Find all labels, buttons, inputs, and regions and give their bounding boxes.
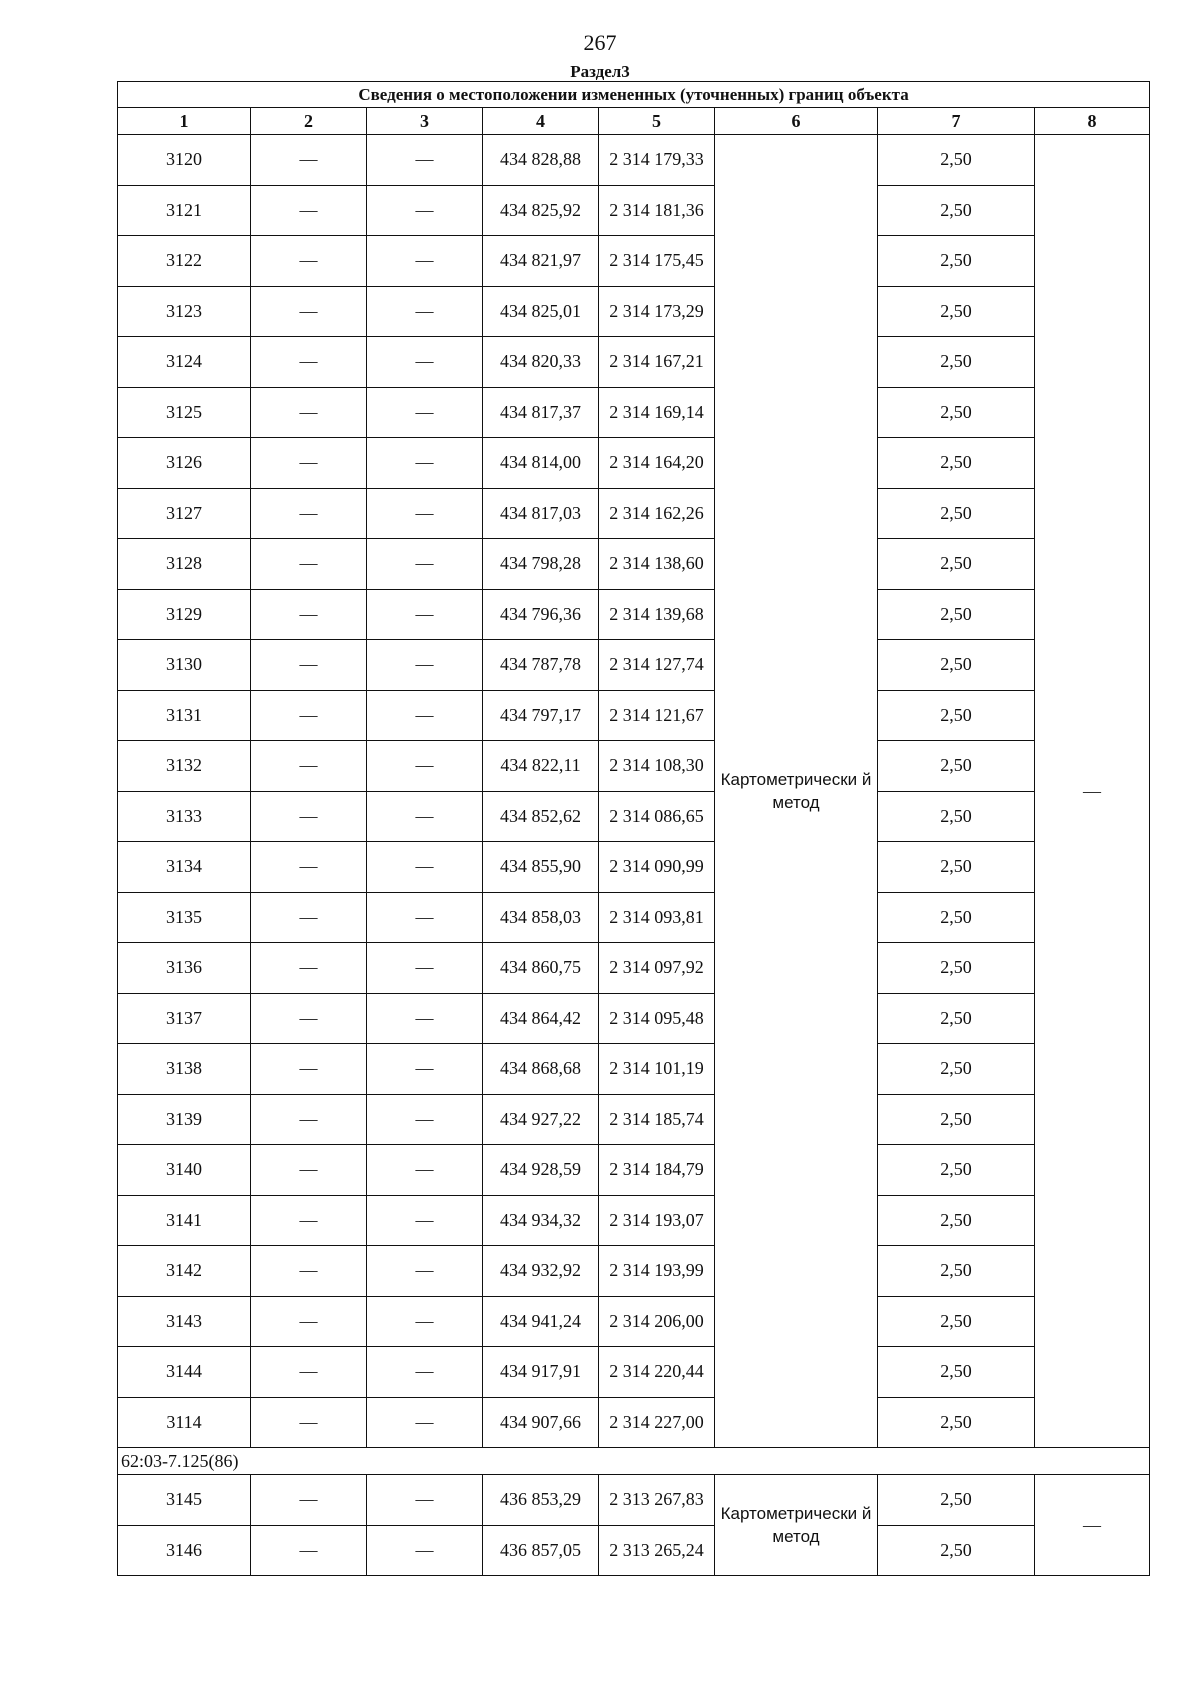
x-coordinate-cell: 434 860,75 <box>483 943 599 994</box>
y-coordinate-cell: 2 314 220,44 <box>599 1347 715 1398</box>
x-coordinate-cell: 434 934,32 <box>483 1195 599 1246</box>
accuracy-cell: 2,50 <box>878 1347 1035 1398</box>
col3-cell: — <box>367 993 483 1044</box>
y-coordinate-cell: 2 314 227,00 <box>599 1397 715 1448</box>
accuracy-cell: 2,50 <box>878 1525 1035 1576</box>
col3-cell: — <box>367 690 483 741</box>
table-row <box>118 488 1150 539</box>
y-coordinate-cell: 2 314 184,79 <box>599 1145 715 1196</box>
x-coordinate-cell: 434 864,42 <box>483 993 599 1044</box>
x-coordinate-cell: 434 917,91 <box>483 1347 599 1398</box>
point-number-cell: 3134 <box>118 842 251 893</box>
col8-cell: — <box>1035 1475 1150 1576</box>
point-number-cell: 3140 <box>118 1145 251 1196</box>
col2-cell: — <box>251 488 367 539</box>
col3-cell: — <box>367 640 483 691</box>
table-row <box>118 1296 1150 1347</box>
col3-cell: — <box>367 1475 483 1526</box>
y-coordinate-cell: 2 314 086,65 <box>599 791 715 842</box>
accuracy-cell: 2,50 <box>878 892 1035 943</box>
column-number: 8 <box>1035 108 1150 135</box>
point-number-cell: 3121 <box>118 185 251 236</box>
accuracy-cell: 2,50 <box>878 690 1035 741</box>
point-number-cell: 3125 <box>118 387 251 438</box>
table-row <box>118 1475 1150 1526</box>
col3-cell: — <box>367 185 483 236</box>
col3-cell: — <box>367 943 483 994</box>
y-coordinate-cell: 2 314 127,74 <box>599 640 715 691</box>
accuracy-cell: 2,50 <box>878 791 1035 842</box>
y-coordinate-cell: 2 314 090,99 <box>599 842 715 893</box>
accuracy-cell: 2,50 <box>878 943 1035 994</box>
y-coordinate-cell: 2 314 179,33 <box>599 135 715 186</box>
accuracy-cell: 2,50 <box>878 993 1035 1044</box>
col3-cell: — <box>367 1195 483 1246</box>
accuracy-cell: 2,50 <box>878 236 1035 287</box>
table-row <box>118 741 1150 792</box>
accuracy-cell: 2,50 <box>878 438 1035 489</box>
accuracy-cell: 2,50 <box>878 337 1035 388</box>
col2-cell: — <box>251 589 367 640</box>
col2-cell: — <box>251 1347 367 1398</box>
point-number-cell: 3128 <box>118 539 251 590</box>
col3-cell: — <box>367 741 483 792</box>
point-number-cell: 3135 <box>118 892 251 943</box>
column-number: 1 <box>118 108 251 135</box>
x-coordinate-cell: 434 825,01 <box>483 286 599 337</box>
col3-cell: — <box>367 791 483 842</box>
method-cell: Картометрически й метод <box>715 135 878 1448</box>
col2-cell: — <box>251 1296 367 1347</box>
point-number-cell: 3130 <box>118 640 251 691</box>
col2-cell: — <box>251 1044 367 1095</box>
col3-cell: — <box>367 1296 483 1347</box>
table-row <box>118 993 1150 1044</box>
table-row <box>118 1094 1150 1145</box>
col2-cell: — <box>251 387 367 438</box>
table-row <box>118 1145 1150 1196</box>
y-coordinate-cell: 2 314 167,21 <box>599 337 715 388</box>
x-coordinate-cell: 434 828,88 <box>483 135 599 186</box>
y-coordinate-cell: 2 314 162,26 <box>599 488 715 539</box>
point-number-cell: 3120 <box>118 135 251 186</box>
col2-cell: — <box>251 1475 367 1526</box>
col3-cell: — <box>367 286 483 337</box>
col2-cell: — <box>251 741 367 792</box>
accuracy-cell: 2,50 <box>878 1397 1035 1448</box>
col2-cell: — <box>251 690 367 741</box>
table-row <box>118 337 1150 388</box>
accuracy-cell: 2,50 <box>878 1296 1035 1347</box>
x-coordinate-cell: 434 825,92 <box>483 185 599 236</box>
col3-cell: — <box>367 539 483 590</box>
accuracy-cell: 2,50 <box>878 1246 1035 1297</box>
x-coordinate-cell: 434 820,33 <box>483 337 599 388</box>
accuracy-cell: 2,50 <box>878 842 1035 893</box>
column-number: 7 <box>878 108 1035 135</box>
y-coordinate-cell: 2 313 267,83 <box>599 1475 715 1526</box>
table-row <box>118 539 1150 590</box>
col2-cell: — <box>251 640 367 691</box>
col2-cell: — <box>251 236 367 287</box>
y-coordinate-cell: 2 314 181,36 <box>599 185 715 236</box>
accuracy-cell: 2,50 <box>878 741 1035 792</box>
col2-cell: — <box>251 539 367 590</box>
col3-cell: — <box>367 1044 483 1095</box>
y-coordinate-cell: 2 314 121,67 <box>599 690 715 741</box>
col3-cell: — <box>367 488 483 539</box>
y-coordinate-cell: 2 314 175,45 <box>599 236 715 287</box>
table-row <box>118 690 1150 741</box>
accuracy-cell: 2,50 <box>878 135 1035 186</box>
y-coordinate-cell: 2 314 097,92 <box>599 943 715 994</box>
table-row <box>118 1044 1150 1095</box>
table-row <box>118 236 1150 287</box>
x-coordinate-cell: 436 853,29 <box>483 1475 599 1526</box>
table-row <box>118 1195 1150 1246</box>
point-number-cell: 3133 <box>118 791 251 842</box>
x-coordinate-cell: 436 857,05 <box>483 1525 599 1576</box>
col3-cell: — <box>367 1145 483 1196</box>
y-coordinate-cell: 2 314 093,81 <box>599 892 715 943</box>
x-coordinate-cell: 434 855,90 <box>483 842 599 893</box>
y-coordinate-cell: 2 314 139,68 <box>599 589 715 640</box>
method-cell: Картометрически й метод <box>715 1475 878 1576</box>
table-caption-row <box>118 82 1150 108</box>
accuracy-cell: 2,50 <box>878 286 1035 337</box>
group-header-row <box>118 1448 1150 1475</box>
point-number-cell: 3142 <box>118 1246 251 1297</box>
x-coordinate-cell: 434 927,22 <box>483 1094 599 1145</box>
point-number-cell: 3124 <box>118 337 251 388</box>
accuracy-cell: 2,50 <box>878 1195 1035 1246</box>
x-coordinate-cell: 434 928,59 <box>483 1145 599 1196</box>
col2-cell: — <box>251 286 367 337</box>
point-number-cell: 3137 <box>118 993 251 1044</box>
col3-cell: — <box>367 1246 483 1297</box>
x-coordinate-cell: 434 852,62 <box>483 791 599 842</box>
y-coordinate-cell: 2 314 185,74 <box>599 1094 715 1145</box>
group-label: 62:03-7.125(86) <box>118 1448 1150 1475</box>
x-coordinate-cell: 434 822,11 <box>483 741 599 792</box>
table-row <box>118 892 1150 943</box>
table-row <box>118 842 1150 893</box>
col2-cell: — <box>251 1246 367 1297</box>
section-title: Раздел3 <box>570 62 630 81</box>
column-number: 5 <box>599 108 715 135</box>
col2-cell: — <box>251 337 367 388</box>
accuracy-cell: 2,50 <box>878 1044 1035 1095</box>
col2-cell: — <box>251 1145 367 1196</box>
point-number-cell: 3146 <box>118 1525 251 1576</box>
x-coordinate-cell: 434 941,24 <box>483 1296 599 1347</box>
table-row <box>118 387 1150 438</box>
point-number-cell: 3122 <box>118 236 251 287</box>
col2-cell: — <box>251 791 367 842</box>
accuracy-cell: 2,50 <box>878 589 1035 640</box>
y-coordinate-cell: 2 314 095,48 <box>599 993 715 1044</box>
col3-cell: — <box>367 337 483 388</box>
x-coordinate-cell: 434 817,37 <box>483 387 599 438</box>
column-number: 4 <box>483 108 599 135</box>
col2-cell: — <box>251 1397 367 1448</box>
col2-cell: — <box>251 1525 367 1576</box>
x-coordinate-cell: 434 907,66 <box>483 1397 599 1448</box>
x-coordinate-cell: 434 797,17 <box>483 690 599 741</box>
table-row <box>118 589 1150 640</box>
point-number-cell: 3127 <box>118 488 251 539</box>
col3-cell: — <box>367 1094 483 1145</box>
x-coordinate-cell: 434 796,36 <box>483 589 599 640</box>
column-number: 3 <box>367 108 483 135</box>
y-coordinate-cell: 2 314 108,30 <box>599 741 715 792</box>
accuracy-cell: 2,50 <box>878 640 1035 691</box>
col3-cell: — <box>367 842 483 893</box>
col3-cell: — <box>367 589 483 640</box>
accuracy-cell: 2,50 <box>878 539 1035 590</box>
column-number-row <box>118 108 1150 135</box>
col2-cell: — <box>251 842 367 893</box>
x-coordinate-cell: 434 787,78 <box>483 640 599 691</box>
boundary-table <box>117 81 1150 1576</box>
col3-cell: — <box>367 892 483 943</box>
column-number: 6 <box>715 108 878 135</box>
col8-cell: — <box>1035 135 1150 1448</box>
column-number: 2 <box>251 108 367 135</box>
col3-cell: — <box>367 1525 483 1576</box>
table-row <box>118 1397 1150 1448</box>
accuracy-cell: 2,50 <box>878 185 1035 236</box>
col2-cell: — <box>251 185 367 236</box>
x-coordinate-cell: 434 932,92 <box>483 1246 599 1297</box>
col2-cell: — <box>251 1094 367 1145</box>
table-row <box>118 1347 1150 1398</box>
y-coordinate-cell: 2 314 206,00 <box>599 1296 715 1347</box>
table-row <box>118 438 1150 489</box>
table-row <box>118 185 1150 236</box>
accuracy-cell: 2,50 <box>878 1475 1035 1526</box>
table-row <box>118 943 1150 994</box>
y-coordinate-cell: 2 314 164,20 <box>599 438 715 489</box>
table-row <box>118 640 1150 691</box>
y-coordinate-cell: 2 314 101,19 <box>599 1044 715 1095</box>
point-number-cell: 3123 <box>118 286 251 337</box>
col2-cell: — <box>251 135 367 186</box>
point-number-cell: 3136 <box>118 943 251 994</box>
point-number-cell: 3131 <box>118 690 251 741</box>
col3-cell: — <box>367 1397 483 1448</box>
table-row <box>118 135 1150 186</box>
table-caption: Сведения о местоположении измененных (уточненных) границ объекта <box>118 82 1150 108</box>
page-number: 267 <box>583 30 617 55</box>
x-coordinate-cell: 434 821,97 <box>483 236 599 287</box>
point-number-cell: 3141 <box>118 1195 251 1246</box>
y-coordinate-cell: 2 314 193,07 <box>599 1195 715 1246</box>
x-coordinate-cell: 434 798,28 <box>483 539 599 590</box>
col2-cell: — <box>251 892 367 943</box>
point-number-cell: 3143 <box>118 1296 251 1347</box>
accuracy-cell: 2,50 <box>878 1145 1035 1196</box>
x-coordinate-cell: 434 868,68 <box>483 1044 599 1095</box>
col3-cell: — <box>367 1347 483 1398</box>
y-coordinate-cell: 2 314 169,14 <box>599 387 715 438</box>
x-coordinate-cell: 434 817,03 <box>483 488 599 539</box>
col3-cell: — <box>367 438 483 489</box>
y-coordinate-cell: 2 314 138,60 <box>599 539 715 590</box>
col2-cell: — <box>251 438 367 489</box>
point-number-cell: 3114 <box>118 1397 251 1448</box>
accuracy-cell: 2,50 <box>878 1094 1035 1145</box>
col2-cell: — <box>251 943 367 994</box>
y-coordinate-cell: 2 314 173,29 <box>599 286 715 337</box>
col2-cell: — <box>251 1195 367 1246</box>
col2-cell: — <box>251 993 367 1044</box>
y-coordinate-cell: 2 314 193,99 <box>599 1246 715 1297</box>
col3-cell: — <box>367 135 483 186</box>
accuracy-cell: 2,50 <box>878 488 1035 539</box>
point-number-cell: 3132 <box>118 741 251 792</box>
col3-cell: — <box>367 387 483 438</box>
point-number-cell: 3139 <box>118 1094 251 1145</box>
table-row <box>118 1246 1150 1297</box>
x-coordinate-cell: 434 814,00 <box>483 438 599 489</box>
point-number-cell: 3144 <box>118 1347 251 1398</box>
table-row <box>118 286 1150 337</box>
accuracy-cell: 2,50 <box>878 387 1035 438</box>
col3-cell: — <box>367 236 483 287</box>
x-coordinate-cell: 434 858,03 <box>483 892 599 943</box>
point-number-cell: 3129 <box>118 589 251 640</box>
point-number-cell: 3126 <box>118 438 251 489</box>
point-number-cell: 3138 <box>118 1044 251 1095</box>
point-number-cell: 3145 <box>118 1475 251 1526</box>
table-row <box>118 791 1150 842</box>
y-coordinate-cell: 2 313 265,24 <box>599 1525 715 1576</box>
table-row <box>118 1525 1150 1576</box>
